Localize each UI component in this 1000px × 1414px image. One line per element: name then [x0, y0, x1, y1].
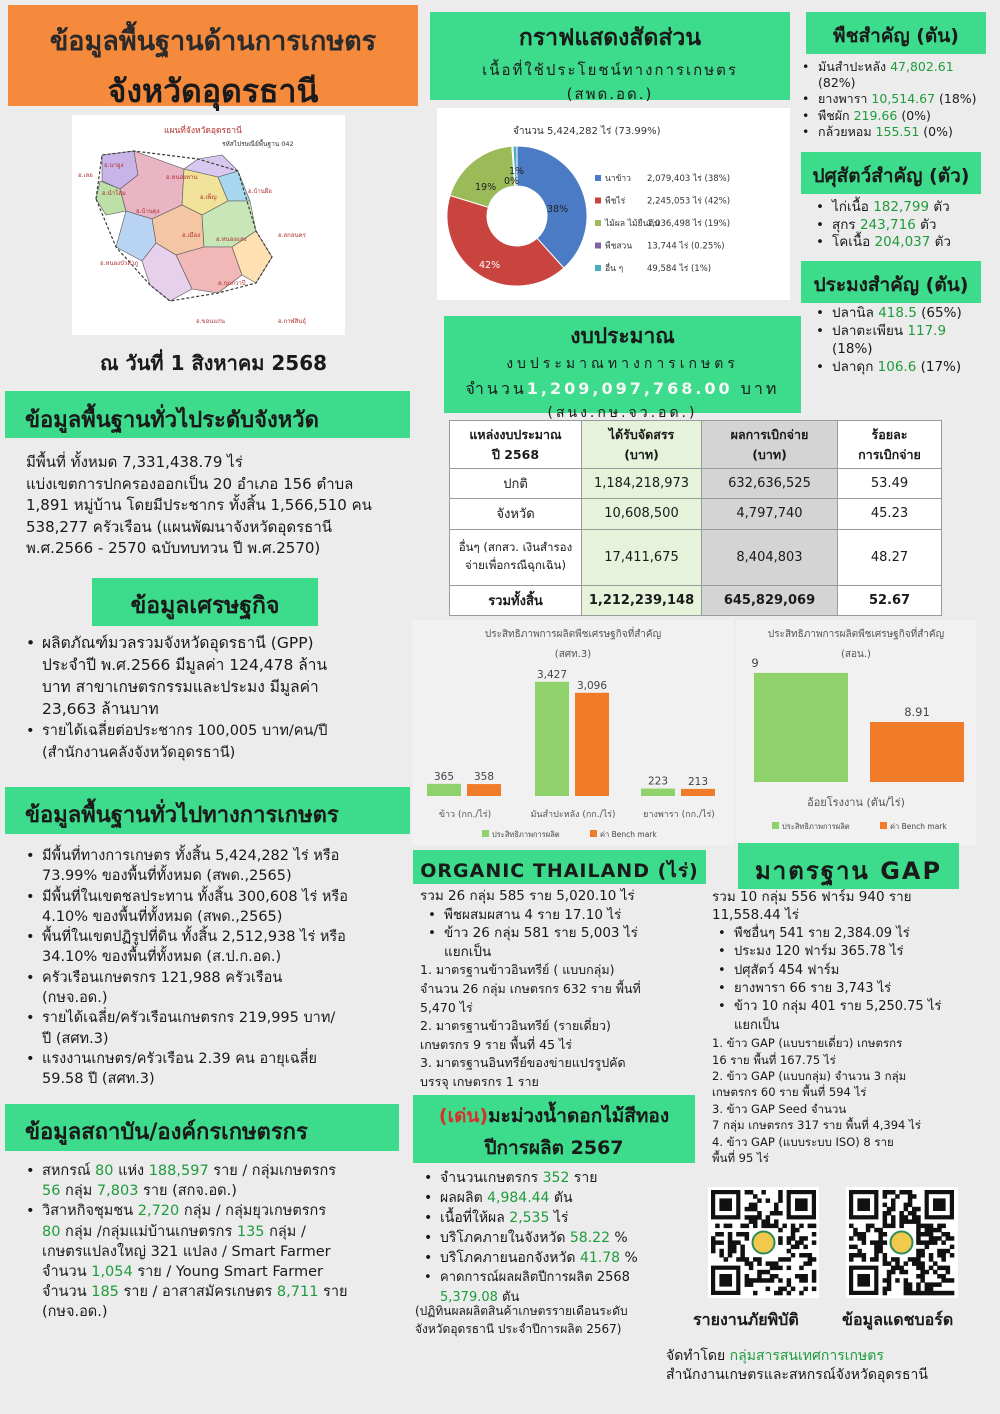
- title-line2: จังหวัดอุดรธานี: [107, 72, 319, 110]
- gap-header: [738, 843, 959, 889]
- pie-header-sub1: เนื้อที่ใช้ประโยชน์ทางการเกษตร: [482, 61, 738, 79]
- gap-body: [712, 888, 1000, 1167]
- livestock-list: [814, 199, 1000, 252]
- bar2-legend-label: ประสิทธิภาพการผลิต: [782, 822, 850, 831]
- crops-header-text: พืชสำคัญ (ตัน): [833, 25, 959, 47]
- crop-item: • ยางพารา 10,514.67 (18%): [800, 91, 1000, 107]
- title-line1: ข้อมูลพื้นฐานด้านการเกษตร: [49, 26, 377, 57]
- agri-header-text: ข้อมูลพื้นฐานทั่วไปทางการเกษตร: [25, 803, 339, 828]
- map-label-nongsaeng: อ.หนองแสง: [216, 236, 247, 243]
- bar-chart-1: [412, 620, 734, 845]
- pie-legend-value: 49,584 ไร่ (1%): [647, 264, 712, 274]
- bar1-legend-swatch: [482, 830, 489, 837]
- pie-legend-swatch: [595, 243, 601, 249]
- map-label-kumpha: อ.กุมภวาปี: [218, 280, 246, 287]
- crop-item: • พืชผัก 219.66 (0%): [800, 108, 1000, 124]
- agri-header: [5, 787, 410, 834]
- bar1-bar: [575, 693, 609, 796]
- org-header-text: ข้อมูลสถาบัน/องค์กรเกษตรกร: [25, 1120, 308, 1145]
- qr-logo-icon: [891, 1232, 913, 1254]
- org-header: [5, 1104, 399, 1151]
- livestock-item: • โคเนื้อ 204,037 ตัว: [814, 234, 1000, 252]
- budget-amount-line: จำนวน1,209,097,768.00 บาท: [465, 379, 780, 398]
- pie-legend-category: พืชสวน: [605, 241, 633, 252]
- gap-item: • ประมง 120 ฟาร์ม 365.78 ไร่: [716, 943, 1000, 961]
- org-item-coop: • สหกรณ์ 80 แห่ง 188,597 ราย / กลุ่มเกษตรกร 56 กลุ่ม 7,803 ราย (สกจ.อด.): [24, 1161, 414, 1201]
- agri-item: • รายได้เฉลี่ย/ครัวเรือนเกษตรกร 219,995 บาท/ ปี (สศท.3): [24, 1008, 414, 1049]
- qr-code-disaster[interactable]: [708, 1187, 819, 1298]
- org-item-community: • วิสาหกิจชุมชน 2,720 กลุ่ม / กลุ่มยุวเกษตรกร 80 กลุ่ม /กลุ่มแม่บ้านเกษตรกร 135 กลุ่ม / เกษตรแปลงใหญ่ 321 แปลง / Smart Farmer จำนวน 1,054 ราย / Young Smart Farmer จำนวน 185 ราย / อาสาสมัครเกษตร 8,711 ราย (กษจ.อด.): [24, 1201, 414, 1322]
- bar2-legend-label: ค่า Bench mark: [890, 822, 947, 831]
- agri-item: • มีพื้นที่ทางการเกษตร ทั้งสิ้น 5,424,282 ไร่ หรือ 73.99% ของพื้นที่ทั้งหมด (สพด.,2565): [24, 846, 414, 887]
- bar1-category-label: ข้าว (กก./ไร่): [438, 810, 492, 820]
- pie-legend-swatch: [595, 175, 601, 181]
- bar1-data-label: 223: [647, 775, 669, 788]
- qr-label-dashboard: ข้อมูลแดชบอร์ด: [842, 1310, 954, 1329]
- livestock-header-text: ปศุสัตว์สำคัญ (ตัว): [812, 165, 970, 187]
- map-label-nayung: อ.นายูง: [104, 162, 124, 169]
- bar2-category-label: อ้อยโรงงาน (ตัน/ไร่): [807, 796, 905, 809]
- pie-legend-value: 2,245,053 ไร่ (42%): [647, 196, 731, 207]
- fishery-header: [801, 261, 981, 303]
- gap-total: รวม 10 กลุ่ม 556 ฟาร์ม 940 ราย 11,558.44 ไร่: [712, 889, 912, 924]
- mango-item: • บริโภคภายในจังหวัด 58.22 %: [422, 1228, 712, 1248]
- pie-header-title: กราฟแสดงสัดส่วน: [518, 25, 702, 51]
- fishery-header-text: ประมงสำคัญ (ตัน): [813, 274, 969, 296]
- pie-total-label: จำนวน 5,424,282 ไร่ (73.99%): [513, 126, 661, 137]
- map-label-phen: อ.เพ็ญ: [200, 194, 217, 201]
- mango-item: • บริโภคภายนอกจังหวัด 41.78 %: [422, 1248, 712, 1268]
- bar1-bar: [427, 784, 461, 796]
- fishery-list: [814, 304, 1000, 376]
- bar1-bar: [681, 789, 715, 796]
- pie-legend-value: 2,079,403 ไร่ (38%): [647, 174, 731, 184]
- bar2-legend-swatch: [880, 822, 887, 829]
- qr-label-disaster: รายงานภัยพิบัติ: [693, 1310, 799, 1329]
- pie-slice-label: 1%: [509, 166, 525, 177]
- budget-source: (สนง.กษ.จว.อด.): [547, 405, 698, 421]
- agri-list: [24, 846, 414, 1090]
- fishery-item: • ปลานิล 418.5 (65%): [814, 304, 1000, 322]
- bar1-title: ประสิทธิภาพการผลิตพืชเศรษฐกิจที่สำคัญ: [484, 629, 662, 640]
- bar2-bar: [754, 673, 848, 782]
- mango-header: [413, 1095, 695, 1163]
- bar-chart-2: [736, 620, 976, 845]
- bar2-title: ประสิทธิภาพการผลิตพืชเศรษฐกิจที่สำคัญ: [767, 629, 945, 640]
- pie-chart-panel: [437, 108, 790, 300]
- org-list: [24, 1161, 414, 1323]
- map-label-kalasin: อ.กาฬสินธุ์: [278, 318, 307, 325]
- economy-item: • รายได้เฉลี่ยต่อประชากร 100,005 บาท/คน/ปี (สำนักงานคลังจังหวัดอุดรธานี): [24, 720, 404, 764]
- agri-item: • พื้นที่ในเขตปฏิรูปที่ดิน ทั้งสิ้น 2,512,938 ไร่ หรือ 34.10% ของพื้นที่ทั้งหมด (ส.ป.ก.อด.): [24, 927, 414, 968]
- map-label-banphue: อ.บ้านผือ: [248, 188, 272, 195]
- gap-item: • พืชอื่นๆ 541 ราย 2,384.09 ไร่: [716, 925, 1000, 943]
- pie-legend-category: อื่น ๆ: [605, 264, 624, 274]
- economy-header: [92, 578, 318, 626]
- map-label-mueang: อ.เมือง: [182, 232, 201, 239]
- footer-office: สำนักงานเกษตรและสหกรณ์จังหวัดอุดรธานี: [666, 1367, 928, 1383]
- pie-legend-swatch: [595, 198, 601, 204]
- crops-header: [806, 12, 986, 54]
- organic-header-text: ORGANIC THAILAND (ไร่): [420, 860, 699, 882]
- economy-item: • ผลิตภัณฑ์มวลรวมจังหวัดอุดรธานี (GPP) ประจำปี พ.ศ.2566 มีมูลค่า 124,478 ล้าน บาท สาขาเกษตรกรรมและประมง มีมูลค่า 23,663 ล้านบาท: [24, 632, 404, 720]
- budget-header-sub: งบประมาณทางการเกษตร: [506, 356, 739, 372]
- organic-item: • ข้าว 26 กลุ่ม 581 ราย 5,003 ไร่ แยกเป็น: [426, 924, 712, 961]
- budget-header: [444, 316, 801, 421]
- general-text: มีพื้นที่ ทั้งหมด 7,331,438.79 ไร่ แบ่งเขตการปกครองออกเป็น 20 อำเภอ 156 ตำบล 1,891 หมู่บ้าน โดยมีประชากร ทั้งสิ้น 1,566,510 คน 538,277 ครัวเรือน (แผนพัฒนาจังหวัดอุดรธานี พ.ศ.2566 - 2570 ฉบับทบทวน ปี พ.ศ.2570): [26, 453, 372, 557]
- map-label-sakon: อ.สกลนคร: [278, 232, 306, 239]
- organic-item: • พืชผสมผสาน 4 ราย 17.10 ไร่: [426, 906, 712, 925]
- budget-header-title: งบประมาณ: [570, 324, 675, 348]
- bar1-data-label: 3,096: [576, 679, 608, 692]
- bar1-category-label: มันสำปะหลัง (กก./ไร่): [530, 810, 616, 820]
- organic-header: [413, 850, 706, 884]
- map-label-bandung: อ.บ้านดุง: [136, 208, 160, 215]
- gap-list: [712, 925, 1000, 1035]
- budget-col-header: ผลการเบิกจ่าย (บาท): [702, 421, 838, 469]
- budget-col-header: ได้รับจัดสรร (บาท): [582, 421, 702, 469]
- budget-col-header: แหล่งงบประมาณ ปี 2568: [450, 421, 582, 469]
- gap-item: • ปศุสัตว์ 454 ฟาร์ม: [716, 962, 1000, 980]
- mango-item: • คาดการณ์ผลผลิตปีการผลิต 2568 5,379.08 ตัน: [422, 1268, 712, 1308]
- table-row: อื่นๆ (สกสว. เงินสำรอง จ่ายเพื่อกรณีฉุกเฉิน) 17,411,675 8,404,803 48.27: [450, 529, 942, 585]
- pie-header: [430, 12, 790, 103]
- economy-header-text: ข้อมูลเศรษฐกิจ: [130, 593, 280, 619]
- livestock-item: • ไก่เนื้อ 182,799 ตัว: [814, 199, 1000, 217]
- pie-slice-label: 19%: [475, 182, 497, 193]
- mango-header-line2: ปีการผลิต 2567: [484, 1137, 624, 1159]
- budget-table: [449, 420, 942, 616]
- bar1-legend-swatch: [590, 830, 597, 837]
- bar2-bar: [870, 722, 964, 782]
- economy-list: [24, 632, 404, 764]
- crops-list: [800, 59, 1000, 140]
- budget-col-header: ร้อยละ การเบิกจ่าย: [838, 421, 942, 469]
- pie-legend-value: 1,036,498 ไร่ (19%): [647, 219, 731, 229]
- map-label-north: อ.หนองหาน: [166, 174, 198, 181]
- mango-note: (ปฏิทินผลผลิตสินค้าเกษตรรายเดือนระดับ จังหวัดอุดรธานี ประจำปีการผลิต 2567): [415, 1304, 628, 1336]
- organic-total: รวม 26 กลุ่ม 585 ราย 5,020.10 ไร่: [420, 888, 635, 904]
- organic-list: [420, 906, 712, 962]
- gap-item: • ยางพารา 66 ราย 3,743 ไร่: [716, 980, 1000, 998]
- mango-item: • จำนวนเกษตรกร 352 ราย: [422, 1168, 712, 1188]
- table-row: รวมทั้งสิ้น 1,212,239,148 645,829,069 52.67: [450, 585, 942, 615]
- agri-item: • มีพื้นที่ในเขตชลประทาน ทั้งสิ้น 300,608 ไร่ หรือ 4.10% ของพื้นที่ทั้งหมด (สพด.,2565): [24, 887, 414, 928]
- pie-legend-category: พืชไร่: [605, 196, 626, 207]
- livestock-header: [801, 152, 981, 194]
- pie-slice-label: 42%: [479, 260, 501, 271]
- bar2-subtitle: (สอน.): [841, 649, 871, 660]
- fishery-item: • ปลาตะเพียน 117.9 (18%): [814, 322, 1000, 358]
- bar2-legend-swatch: [772, 822, 779, 829]
- bar1-data-label: 358: [473, 771, 495, 784]
- qr-logo-icon: [753, 1232, 775, 1254]
- agri-item: • ครัวเรือนเกษตรกร 121,988 ครัวเรือน (กษจ.อด.): [24, 968, 414, 1009]
- gap-detail: 1. ข้าว GAP (แบบรายเดี่ยว) เกษตรกร 16 ราย พื้นที่ 167.75 ไร่ 2. ข้าว GAP (แบบกลุ่ม) จำนวน 3 กลุ่ม เกษตรกร 60 ราย พื้นที่ 594 ไร่ 3. ข้าว GAP Seed จำนวน 7 กลุ่ม เกษตรกร 317 ราย พื้นที่ 4,394 ไร่ 4. ข้าว GAP (แบบระบบ ISO) 8 ราย พื้นที่ 95 ไร่: [712, 1036, 921, 1166]
- mango-item: • ผลผลิต 4,984.44 ตัน: [422, 1188, 712, 1208]
- pie-slice-label: 0%: [504, 176, 520, 187]
- table-row: ปกติ 1,184,218,973 632,636,525 53.49: [450, 469, 942, 499]
- bar1-legend-label: ประสิทธิภาพการผลิต: [492, 830, 560, 839]
- general-header-text: ข้อมูลพื้นฐานทั่วไประดับจังหวัด: [25, 408, 319, 433]
- bar1-bar: [641, 789, 675, 796]
- organic-body: [420, 887, 712, 1092]
- date-label: ณ วันที่ 1 สิงหาคม 2568: [100, 351, 328, 375]
- bar1-bar: [535, 682, 569, 796]
- bar1-bar: [467, 784, 501, 796]
- mango-item: • เนื้อที่ให้ผล 2,535 ไร่: [422, 1208, 712, 1228]
- map-title: แผนที่จังหวัดอุดรธานี: [164, 126, 242, 136]
- gap-item: • ข้าว 10 กลุ่ม 401 ราย 5,250.75 ไร่ แยกเป็น: [716, 998, 1000, 1035]
- livestock-item: • สุกร 243,716 ตัว: [814, 217, 1000, 235]
- agri-item: • แรงงานเกษตร/ครัวเรือน 2.39 คน อายุเฉลี่ย 59.58 ปี (สศท.3): [24, 1049, 414, 1090]
- table-row: จังหวัด 10,608,500 4,797,740 45.23: [450, 499, 942, 529]
- pie-legend-category: นาข้าว: [605, 174, 631, 184]
- map-label-namsom: อ.นำโสม: [102, 190, 126, 197]
- pie-header-sub2: (สพด.อด.): [566, 85, 654, 103]
- mango-header-line1: (เด่น)มะม่วงน้ำดอกไม้สีทอง: [438, 1105, 670, 1127]
- bar1-subtitle: (สศท.3): [554, 649, 592, 660]
- title-banner: [8, 5, 418, 110]
- bar1-data-label: 213: [687, 775, 709, 788]
- pie-legend-swatch: [595, 265, 601, 271]
- organic-detail: 1. มาตรฐานข้าวอินทรีย์ ( แบบกลุ่ม) จำนวน 26 กลุ่ม เกษตรกร 632 ราย พื้นที่ 5,470 ไร่ 2. มาตรฐานข้าวอินทรีย์ (รายเดี่ยว) เกษตรกร 9 ราย พื้นที่ 45 ไร่ 3. มาตรฐานอินทรีย์ของข่ายแปรรูปคัด บรรจุ เกษตรกร 1 ราย: [420, 962, 641, 1089]
- general-header: [5, 391, 410, 438]
- gap-header-text: มาตรฐาน GAP: [754, 857, 943, 885]
- bar2-data-label: 8.91: [904, 705, 930, 719]
- pie-legend-category: ไม้ผล ไม้ยืนต้น: [605, 219, 660, 229]
- crop-item: • มันสำปะหลัง 47,802.61 (82%): [800, 59, 1000, 91]
- pie-legend-value: 13,744 ไร่ (0.25%): [647, 241, 725, 252]
- bar2-data-label: 9: [751, 655, 759, 670]
- bar1-legend-label: ค่า Bench mark: [600, 830, 657, 839]
- bar1-data-label: 365: [433, 770, 455, 783]
- bar1-category-label: ยางพารา (กก./ไร่): [643, 810, 715, 820]
- map-code: รหัสไปรษณีย์พื้นฐาน 042: [222, 140, 294, 148]
- mango-list: [422, 1168, 712, 1308]
- province-map: [72, 115, 345, 335]
- fishery-item: • ปลาดุก 106.6 (17%): [814, 358, 1000, 376]
- map-label-nongbua: อ.หนองบัวลำภู: [100, 260, 139, 267]
- map-label-loei: อ.เลย: [78, 172, 93, 179]
- map-label-khonkaen: อ.ขอนแก่น: [196, 318, 225, 325]
- footer-by: จัดทำโดย กลุ่มสารสนเทศการเกษตร: [666, 1348, 884, 1364]
- qr-code-dashboard[interactable]: [846, 1187, 958, 1298]
- pie-legend-swatch: [595, 220, 601, 226]
- crop-item: • กล้วยหอม 155.51 (0%): [800, 124, 1000, 140]
- bar1-data-label: 3,427: [536, 668, 568, 681]
- pie-slice-label: 38%: [547, 204, 569, 215]
